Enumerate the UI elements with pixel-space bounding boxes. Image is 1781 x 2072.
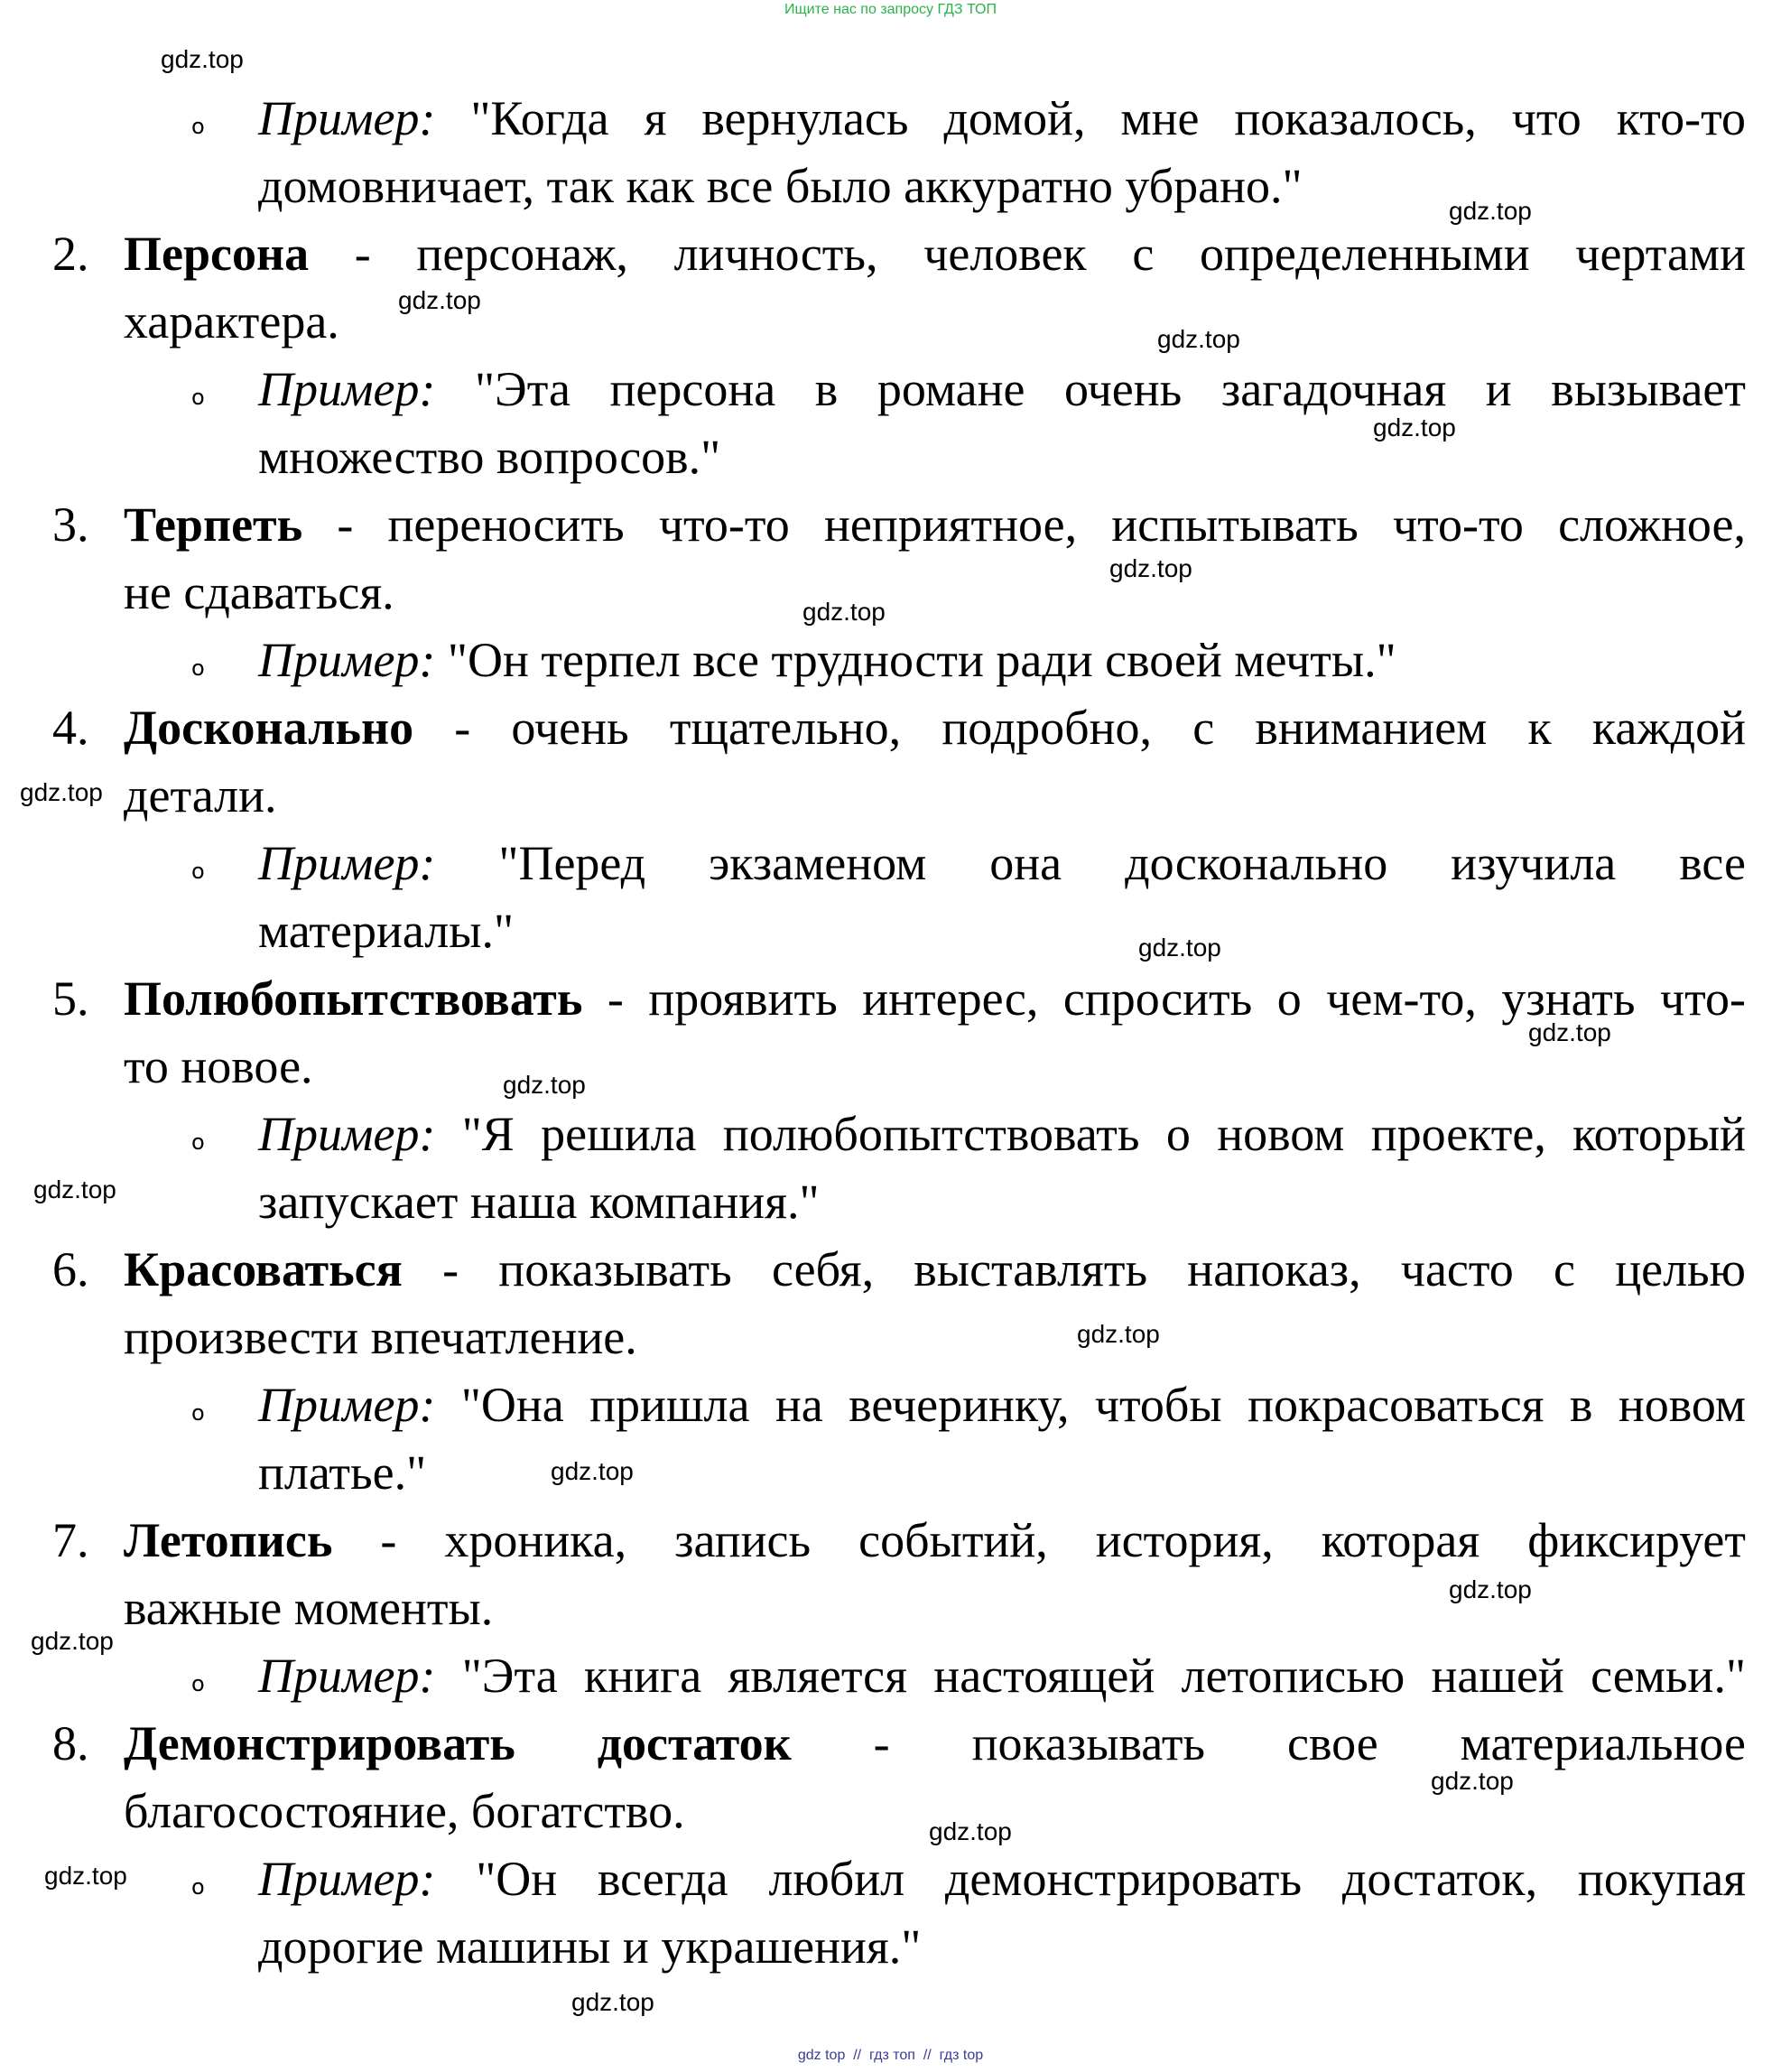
bottom-banner-text: gdz top: [797, 2048, 846, 2063]
watermark: gdz.top: [31, 1627, 114, 1655]
definition-line: благосостояние, богатство.: [124, 1784, 685, 1838]
definition-line: важные моменты.: [124, 1581, 494, 1635]
example-bullet: o: [191, 385, 205, 410]
definition-line: характера.: [124, 294, 339, 348]
watermark: gdz.top: [33, 1175, 116, 1203]
watermark: gdz.top: [1449, 197, 1532, 225]
watermark: gdz.top: [1109, 554, 1192, 582]
example-line: Пример: "Я решила полюбопытствовать о новом проекте, который: [258, 1107, 1747, 1161]
item-number: 4.: [52, 701, 89, 755]
definition-line: детали.: [124, 768, 277, 822]
item-number: 5.: [52, 971, 89, 1026]
example-line: запускает наша компания.": [258, 1175, 820, 1229]
definition-line: Демонстрировать достаток - показывать свое материальное: [124, 1716, 1747, 1770]
term: Полюбопытствовать: [124, 971, 583, 1026]
watermark: gdz.top: [161, 45, 244, 73]
term: Летопись: [124, 1513, 333, 1567]
example-line: Пример: "Эта персона в романе очень загадочная и вызывает: [258, 362, 1746, 416]
example-bullet: o: [191, 1400, 205, 1426]
definition-line: Красоваться - показывать себя, выставлять напоказ, часто с целью: [124, 1242, 1746, 1296]
definition-line: Полюбопытствовать - проявить интерес, спросить о чем-то, узнать что-: [124, 971, 1746, 1026]
example-line: дорогие машины и украшения.": [258, 1919, 922, 1974]
item-number: 2.: [52, 227, 89, 281]
item-number: 6.: [52, 1242, 89, 1296]
term: Демонстрировать достаток: [124, 1716, 792, 1770]
example-label: Пример:: [258, 1649, 436, 1703]
watermark: gdz.top: [503, 1071, 586, 1099]
item-number: 3.: [52, 497, 89, 552]
example-line: платье.": [258, 1445, 427, 1500]
top-banner: Ищите нас по запросу ГДЗ ТОП: [784, 2, 997, 17]
definition-line: не сдаваться.: [124, 565, 394, 619]
example-line: Пример: "Эта книга является настоящей летописью нашей семьи.": [258, 1649, 1746, 1703]
bottom-banner-text: // гдз топ: [845, 2048, 915, 2063]
watermark: gdz.top: [802, 598, 886, 626]
definition-line: Персона - персонаж, личность, человек с определенными чертами: [124, 227, 1746, 281]
item-number: 7.: [52, 1513, 89, 1567]
example-line: Пример: "Перед экзаменом она досконально изучила все: [258, 836, 1746, 890]
bottom-banner-text: // гдз top: [915, 2048, 983, 2063]
term: Персона: [124, 227, 310, 281]
example-line: множество вопросов.": [258, 430, 721, 484]
example-bullet: o: [191, 1874, 205, 1900]
term: Досконально: [124, 701, 414, 755]
example-label: Пример:: [258, 633, 436, 687]
watermark: gdz.top: [1431, 1767, 1514, 1795]
watermark: gdz.top: [1373, 413, 1456, 441]
bottom-banner: [0, 2048, 1781, 2064]
example-line: Пример: "Он терпел все трудности ради своей мечты.": [258, 633, 1396, 687]
example-label: Пример:: [258, 1378, 436, 1432]
definition-line: Летопись - хроника, запись событий, история, которая фиксирует: [124, 1513, 1747, 1567]
term: Красоваться: [124, 1242, 403, 1296]
example-line: материалы.": [258, 904, 515, 958]
example-bullet: o: [191, 655, 205, 681]
example-line: Пример: "Он всегда любил демонстрировать достаток, покупая: [258, 1852, 1746, 1906]
example-label: Пример:: [258, 362, 436, 416]
definition-line: Досконально - очень тщательно, подробно, с вниманием к каждой: [124, 701, 1746, 755]
definition-line: произвести впечатление.: [124, 1310, 637, 1364]
example-label: Пример:: [258, 1852, 436, 1906]
example-bullet: o: [191, 859, 205, 884]
watermark: gdz.top: [20, 778, 103, 806]
watermark: gdz.top: [1138, 934, 1221, 962]
example-line: Пример: "Она пришла на вечеринку, чтобы покрасоваться в новом: [258, 1378, 1747, 1432]
definition-line: то новое.: [124, 1039, 313, 1093]
example-bullet: o: [191, 1129, 205, 1155]
item-number: 8.: [52, 1716, 89, 1770]
term: Терпеть: [124, 497, 303, 552]
example-line: домовничает, так как все было аккуратно убрано.": [258, 159, 1303, 213]
example-label: Пример:: [258, 836, 436, 890]
watermark: gdz.top: [398, 286, 481, 314]
definition-line: Терпеть - переносить что-то неприятное, испытывать что-то сложное,: [124, 497, 1746, 552]
watermark: gdz.top: [929, 1817, 1012, 1845]
watermark: gdz.top: [1449, 1575, 1532, 1603]
watermark: gdz.top: [1528, 1018, 1611, 1046]
watermark: gdz.top: [1077, 1320, 1160, 1348]
watermark: gdz.top: [551, 1457, 634, 1485]
example-label: Пример:: [258, 1107, 436, 1161]
example-label: Пример:: [258, 91, 436, 145]
watermark: gdz.top: [44, 1862, 127, 1890]
example-bullet: o: [191, 1671, 205, 1696]
watermark: gdz.top: [571, 1988, 654, 2016]
example-line: Пример: "Когда я вернулась домой, мне показалось, что кто-то: [258, 91, 1746, 145]
watermark: gdz.top: [1157, 325, 1240, 353]
example-bullet: o: [191, 114, 205, 139]
